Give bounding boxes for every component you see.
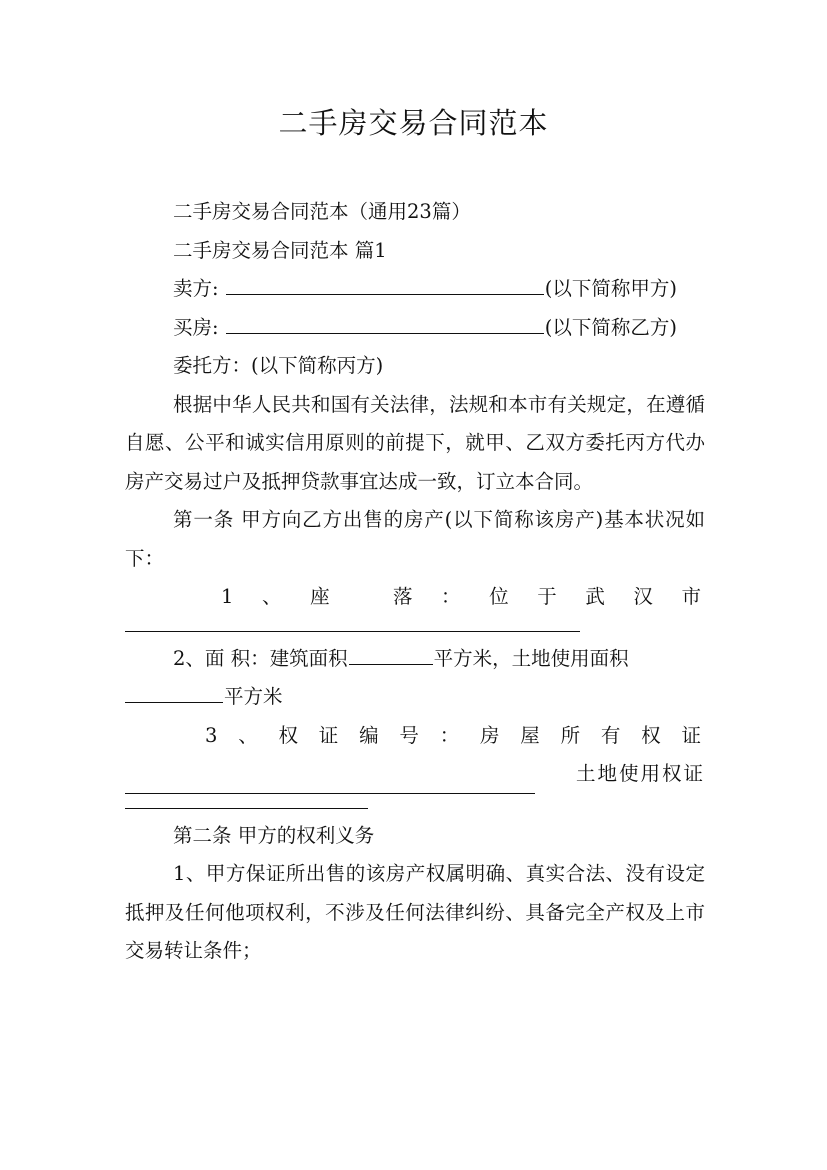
seller-label: 卖方: — [173, 277, 219, 300]
land-cert-label: 土地使用权证 — [575, 762, 705, 785]
buyer-line — [125, 309, 705, 348]
item-2-label: 2、面 积：建筑面积 — [173, 646, 348, 670]
item-2-mid: 平方米，土地使用面积 — [433, 646, 629, 670]
item-2-continued — [125, 678, 705, 717]
paragraph-article-2: 第二条 甲方的权利义务 — [173, 823, 375, 847]
document-body — [125, 193, 705, 971]
item-1-location: 1、座 落：位于武汉市 — [221, 585, 705, 608]
item-2-area — [125, 640, 705, 679]
paragraph-article-1: 第一条 甲方向乙方出售的房产(以下简称该房产)基本状况如下： — [125, 508, 705, 570]
paragraph-subtitle: 二手房交易合同范本（通用23篇） — [173, 200, 471, 223]
buyer-suffix: (以下简称乙方) — [544, 315, 677, 339]
paragraph-clause-1: 1、甲方保证所出售的该房产权属明确、真实合法、没有设定抵押及任何他项权利，不涉及任何法律纠纷、具备完全产权及上市交易转让条件； — [125, 862, 705, 962]
page-title: 二手房交易合同范本 — [278, 106, 549, 140]
seller-suffix: (以下简称甲方) — [544, 277, 677, 300]
item-3-continued — [125, 755, 705, 794]
ownership-cert-blank — [125, 771, 535, 794]
paragraph-intro: 根据中华人民共和国有关法律，法规和本市有关规定，在遵循自愿、公平和诚实信用原则的前提下，就甲、乙双方委托丙方代办房产交易过户及抵押贷款事宜达成一致，订立本合同。 — [125, 392, 705, 493]
building-area-blank — [349, 642, 433, 665]
buyer-label: 买房: — [173, 315, 219, 339]
buyer-blank — [226, 311, 544, 334]
agent-line: 委托方：(以下简称丙方) — [173, 354, 384, 377]
land-area-blank — [125, 680, 223, 703]
item-3-certificate: 3、权证编号：房屋所有权证 — [205, 723, 705, 747]
paragraph-section-heading: 二手房交易合同范本 篇1 — [173, 238, 387, 262]
item-2-unit: 平方米 — [224, 685, 283, 708]
seller-line — [125, 270, 705, 309]
seller-blank — [226, 272, 544, 295]
